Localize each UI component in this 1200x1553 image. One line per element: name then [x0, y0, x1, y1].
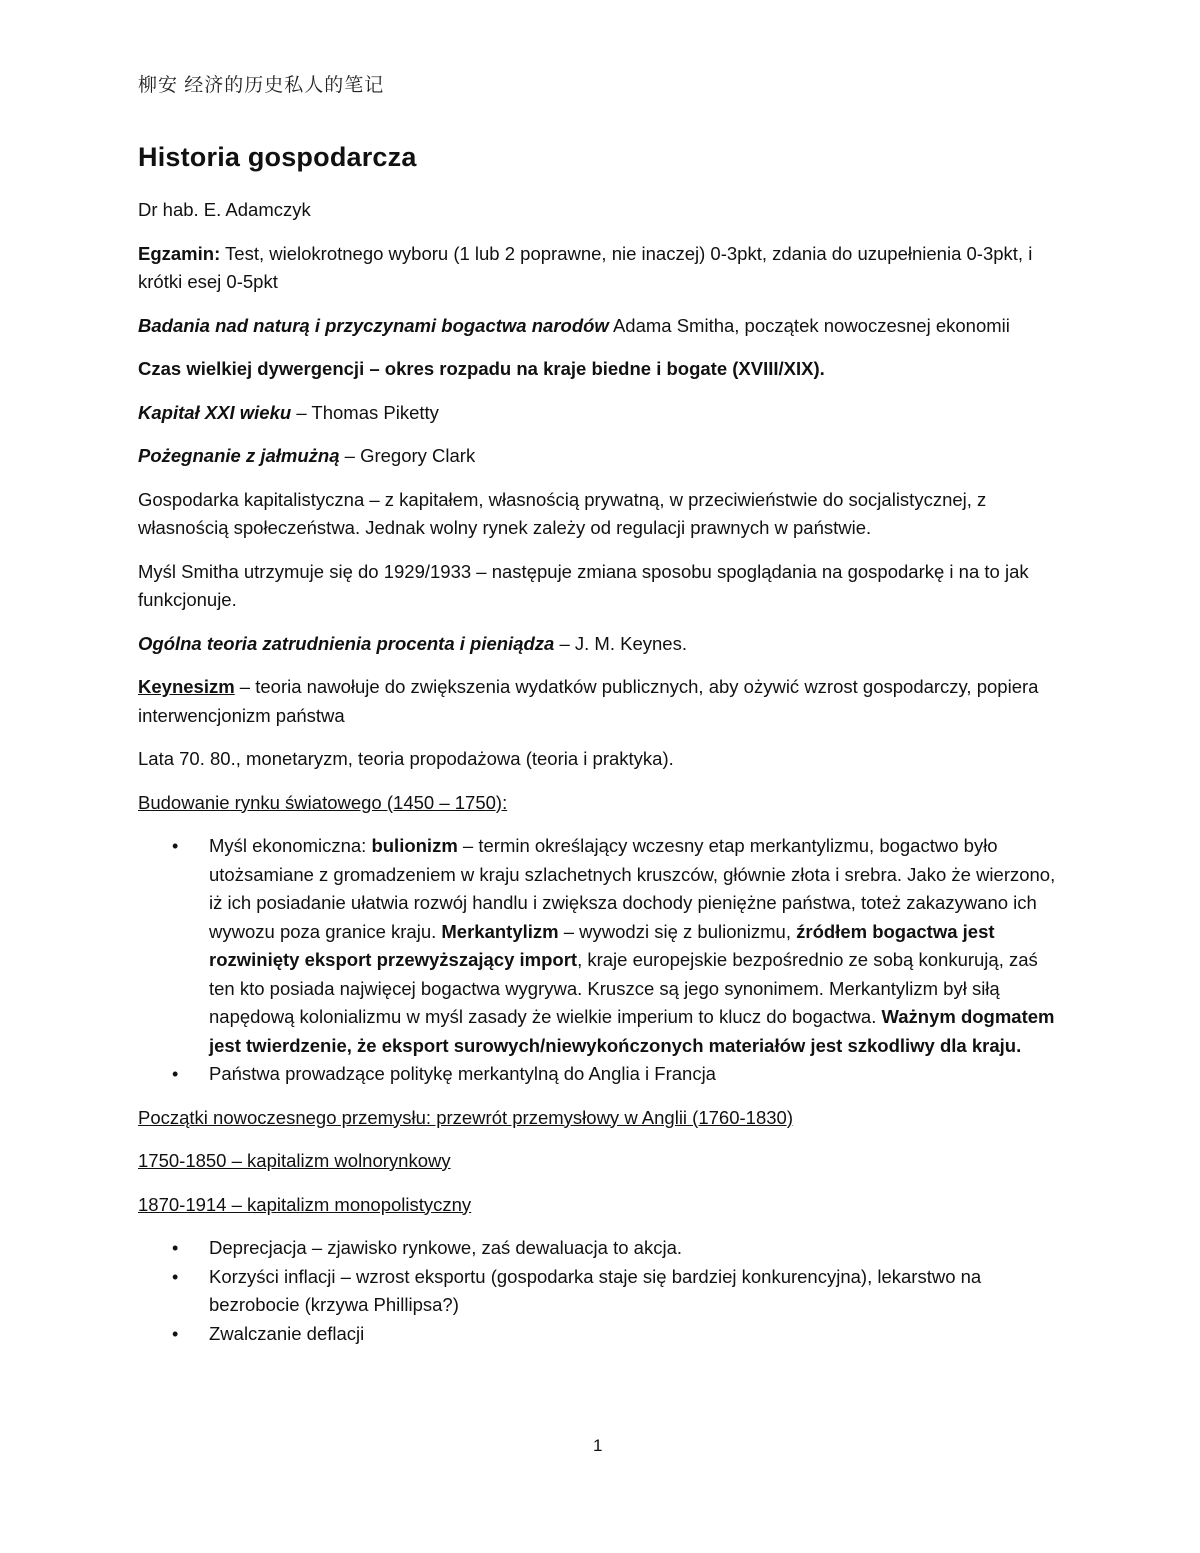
keynesism-paragraph	[138, 673, 1058, 730]
seventies-paragraph: Lata 70. 80., monetaryzm, teoria propodażowa (teoria i praktyka).	[138, 748, 674, 769]
clark-text: – Gregory Clark	[339, 445, 476, 466]
mercantile-states-text: Państwa prowadzące politykę merkantylną do Anglia i Francja	[209, 1063, 716, 1084]
author-line: Dr hab. E. Adamczyk	[138, 199, 311, 220]
bullionism-term: bulionizm	[371, 835, 458, 856]
bullionism-part1: Myśl ekonomiczna:	[209, 835, 372, 856]
bullet-icon: •	[172, 1323, 179, 1344]
mercantilism-term: Merkantylizm	[441, 920, 559, 942]
bullet-icon: •	[172, 1064, 179, 1084]
keynesism-text: – teoria nawołuje do zwiększenia wydatków publicznych, aby ożywić wzrost gospodarczy, popiera interwencjonizm państwa	[138, 676, 1039, 726]
depreciation-text: Deprecjacja – zjawisko rynkowe, zaś dewaluacja to akcja.	[209, 1237, 682, 1258]
mercantilism-part4: , kraje europejskie bezpośrednio ze sobą konkurują, zaś ten kto posiada najwięcej bogactwa wygrywa. Kruszce są jego synonimem. Merkantylizm był siłą napędową kolonializmu w myśl zasady że wielkie imperium to klucz do bogactwa.	[209, 949, 1038, 1027]
clark-paragraph	[138, 442, 1058, 471]
list-item	[138, 832, 1058, 1060]
smith-thought-paragraph: Myśl Smitha utrzymuje się do 1929/1933 – następuje zmiana sposobu spoglądania na gospodarkę i na to jak funkcjonuje.	[138, 560, 1029, 610]
smith-text: Adama Smitha, początek nowoczesnej ekonomii	[608, 314, 1010, 336]
bullet-icon: •	[172, 1266, 179, 1287]
document-title: Historia gospodarcza	[138, 142, 417, 172]
free-market-heading: 1750-1850 – kapitalizm wolnorynkowy	[138, 1150, 451, 1171]
monopoly-list	[138, 1234, 1058, 1348]
page-number: 1	[593, 1436, 603, 1455]
piketty-book-title: Kapitał XXI wieku	[138, 401, 292, 423]
world-market-heading: Budowanie rynku światowego (1450 – 1750):	[138, 791, 508, 813]
page-header: 柳安 经济的历史私人的笔记	[138, 75, 385, 96]
smith-book-title: Badania nad naturą i przyczynami bogactwa narodów	[138, 314, 609, 336]
industry-heading: Początki nowoczesnego przemysłu: przewrót przemysłowy w Anglii (1760-1830)	[138, 1106, 793, 1128]
divergence-paragraph: Czas wielkiej dywergencji – okres rozpadu na kraje biedne i bogate (XVIII/XIX).	[138, 358, 825, 379]
capitalist-paragraph: Gospodarka kapitalistyczna – z kapitałem, własnością prywatną, w przeciwieństwie do socjalistycznej, z własnością społeczeństwa. Jednak wolny rynek zależy od regulacji prawnych w państwie.	[138, 488, 987, 538]
list-item	[138, 1320, 1058, 1349]
list-item	[138, 1234, 1058, 1263]
dogma-statement: Ważnym dogmatem jest twierdzenie, że eksport surowych/niewykończonych materiałów jest szkodliwy dla kraju.	[209, 1006, 1055, 1056]
wealth-source-phrase: źródłem bogactwa jest rozwinięty eksport przewyższający import	[209, 920, 995, 970]
bullionism-part2: – termin określający wczesny etap merkantylizmu, bogactwo było utożsamiane z gromadzeniem w kraju szlachetnych kruszców, głównie złota i srebra. Jako że wierzono, iż ich posiadanie ułatwia rozwój handlu i zwiększa dochody pieniężne państwa, toteż zakazywano ich wywozu poza granice kraju.	[209, 835, 1056, 942]
deflation-text: Zwalczanie deflacji	[209, 1322, 365, 1344]
keynesism-label: Keynesizm	[138, 676, 235, 697]
monopoly-heading: 1870-1914 – kapitalizm monopolistyczny	[138, 1193, 472, 1215]
bullet-icon: •	[172, 1238, 179, 1258]
keynes-text: – J. M. Keynes.	[554, 632, 687, 654]
world-market-list	[138, 832, 1058, 1089]
list-item	[138, 1263, 1058, 1320]
clark-book-title: Pożegnanie z jałmużną	[138, 445, 340, 466]
exam-label: Egzamin:	[138, 242, 221, 264]
bullet-icon: •	[172, 836, 179, 856]
exam-paragraph	[138, 240, 1058, 297]
exam-text: Test, wielokrotnego wyboru (1 lub 2 poprawne, nie inaczej) 0-3pkt, zdania do uzupełnienia 0-3pkt, i krótki esej 0-5pkt	[138, 242, 1033, 292]
piketty-text: – Thomas Piketty	[291, 401, 439, 423]
keynes-paragraph	[138, 630, 1058, 659]
inflation-benefits-text: Korzyści inflacji – wzrost eksportu (gospodarka staje się bardziej konkurencyjna), lekarstwo na bezrobocie (krzywa Phillipsa?)	[209, 1265, 982, 1315]
list-item	[138, 1060, 1058, 1089]
document-body	[138, 196, 1058, 1363]
smith-paragraph	[138, 312, 1058, 341]
mercantilism-part3: – wywodzi się z bulionizmu,	[558, 920, 797, 942]
piketty-paragraph	[138, 399, 1058, 428]
keynes-book-title: Ogólna teoria zatrudnienia procenta i pieniądza	[138, 632, 555, 654]
